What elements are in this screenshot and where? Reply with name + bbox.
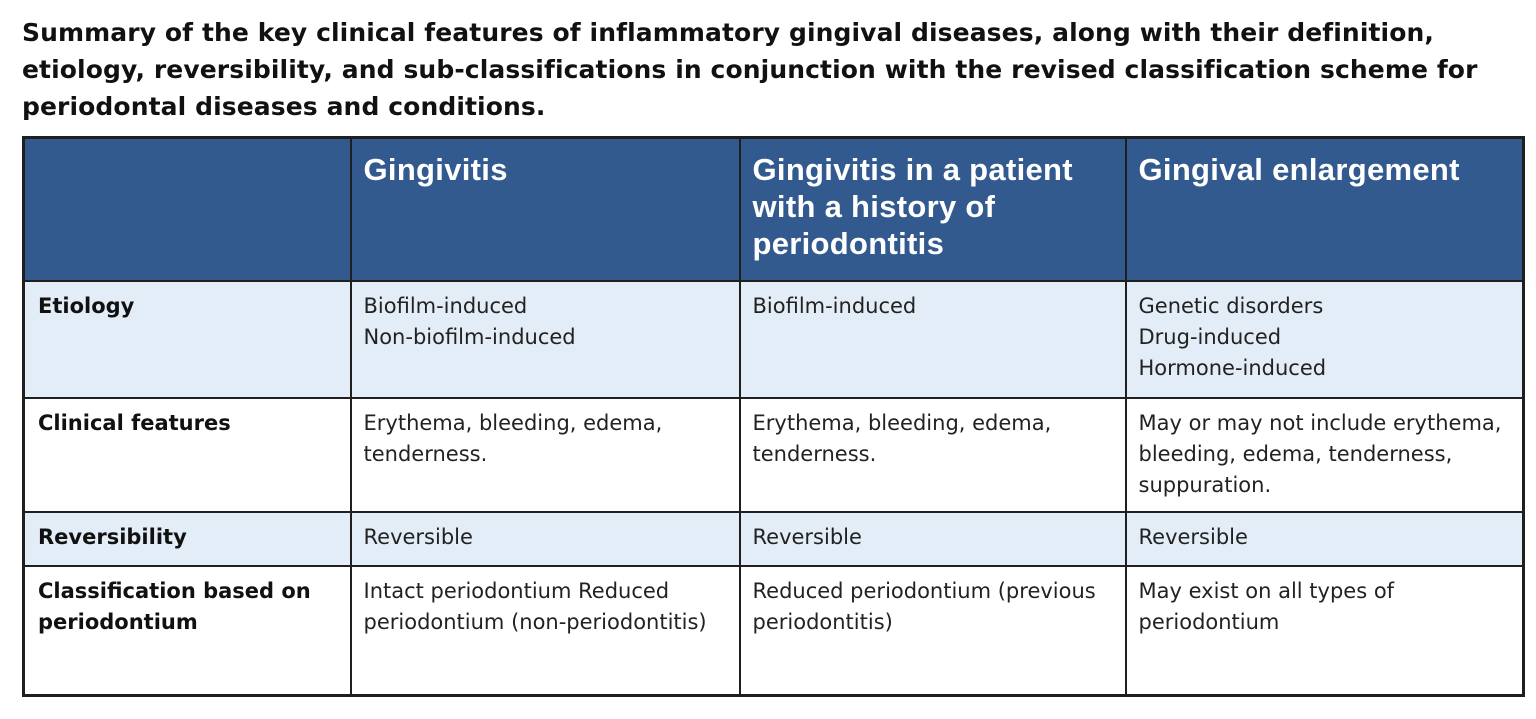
cell-classification-gingivitis bbox=[351, 566, 740, 696]
cell-line: Reversible bbox=[363, 524, 473, 549]
header-gingival-enlargement: Gingival enlargement bbox=[1126, 138, 1524, 281]
cell-etiology-gingivitis bbox=[351, 281, 740, 398]
cell-line: Biofilm-induced bbox=[363, 293, 528, 318]
header-gingivitis: Gingivitis bbox=[351, 138, 740, 281]
table-row-etiology bbox=[24, 281, 1524, 398]
header-empty-cell bbox=[24, 138, 351, 281]
cell-line: Erythema, bleeding, edema, tenderness. bbox=[363, 410, 663, 466]
cell-line: Reduced periodontium (previous periodontitis) bbox=[752, 578, 1096, 634]
cell-line: May exist on all types of periodontium bbox=[1138, 578, 1395, 634]
cell-classification-enlargement bbox=[1126, 566, 1524, 696]
cell-classification-history bbox=[740, 566, 1126, 696]
cell-reversibility-gingivitis bbox=[351, 512, 740, 566]
cell-reversibility-enlargement bbox=[1126, 512, 1524, 566]
cell-line: Non-biofilm-induced bbox=[363, 324, 576, 349]
cell-etiology-history bbox=[740, 281, 1126, 398]
row-label-etiology: Etiology bbox=[24, 281, 351, 398]
table-caption: Summary of the key clinical features of inflammatory gingival diseases, along with their definition, etiology, reversibility, and sub-classifications in conjunction with the revised classification scheme for periodontal diseases and conditions. bbox=[22, 18, 1478, 121]
row-label-reversibility: Reversibility bbox=[24, 512, 351, 566]
cell-line: Erythema, bleeding, edema, tenderness. bbox=[752, 410, 1052, 466]
cell-clinical-gingivitis bbox=[351, 398, 740, 512]
header-gingivitis-history-periodontitis: Gingivitis in a patient with a history of periodontitis bbox=[740, 138, 1126, 281]
cell-line: Intact periodontium Reduced periodontium (non-periodontitis) bbox=[363, 578, 707, 634]
cell-line: Drug-induced bbox=[1138, 324, 1282, 349]
cell-etiology-enlargement bbox=[1126, 281, 1524, 398]
cell-clinical-enlargement bbox=[1126, 398, 1524, 512]
row-label-classification: Classification based on periodontium bbox=[24, 566, 351, 696]
cell-line: May or may not include erythema, bleeding, edema, tenderness, suppuration. bbox=[1138, 410, 1502, 497]
table-row-clinical-features bbox=[24, 398, 1524, 512]
row-label-clinical-features: Clinical features bbox=[24, 398, 351, 512]
cell-reversibility-history bbox=[740, 512, 1126, 566]
header-row bbox=[24, 138, 1524, 281]
cell-line: Reversible bbox=[752, 524, 862, 549]
cell-line: Hormone-induced bbox=[1138, 355, 1327, 380]
table-row-reversibility bbox=[24, 512, 1524, 566]
summary-table bbox=[22, 136, 1525, 697]
cell-clinical-history bbox=[740, 398, 1126, 512]
cell-line: Biofilm-induced bbox=[752, 293, 917, 318]
table-row-classification bbox=[24, 566, 1524, 696]
cell-line: Genetic disorders bbox=[1138, 293, 1324, 318]
cell-line: Reversible bbox=[1138, 524, 1248, 549]
